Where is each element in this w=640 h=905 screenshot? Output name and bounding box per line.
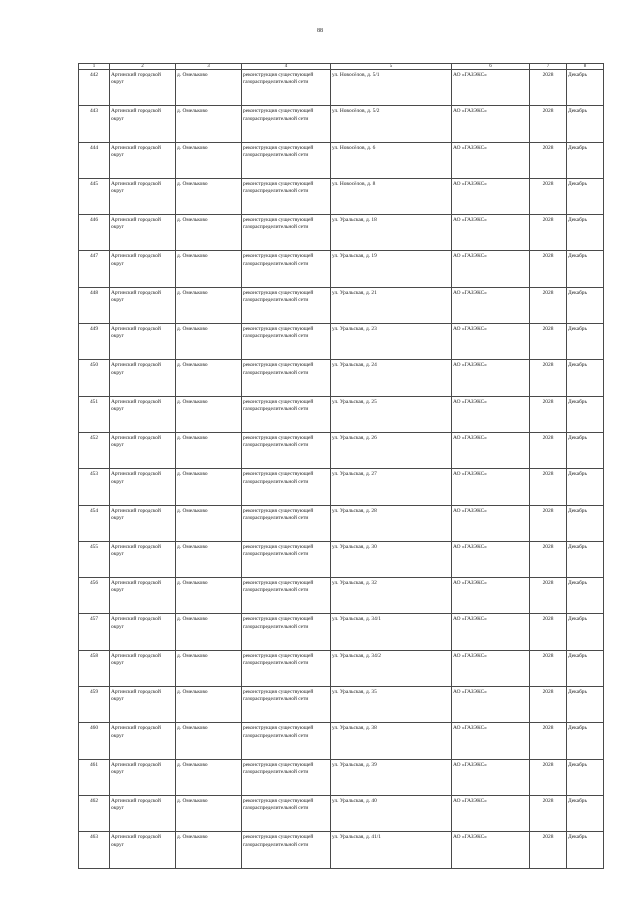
locality-cell: д. Омельково — [176, 687, 242, 723]
table-row — [79, 432, 604, 468]
month-cell: Декабрь — [567, 287, 604, 323]
organization-cell: АО «ГАЗЭКС» — [452, 505, 530, 541]
locality-cell: д. Омельково — [176, 469, 242, 505]
locality-cell: д. Омельково — [176, 650, 242, 686]
locality-cell: д. Омельково — [176, 759, 242, 795]
column-number: 5 — [331, 64, 452, 70]
organization-cell: АО «ГАЗЭКС» — [452, 251, 530, 287]
organization-cell: АО «ГАЗЭКС» — [452, 614, 530, 650]
district-cell: Артинский городской округ — [110, 106, 176, 142]
locality-cell: д. Омельково — [176, 396, 242, 432]
row-number-cell: 462 — [79, 795, 110, 831]
table-row — [79, 469, 604, 505]
address-cell: ул. Новосёлов, д. 8 — [331, 178, 452, 214]
locality-cell: д. Омельково — [176, 432, 242, 468]
locality-cell: д. Омельково — [176, 70, 242, 106]
district-cell: Артинский городской округ — [110, 795, 176, 831]
locality-cell: д. Омельково — [176, 541, 242, 577]
row-number-cell: 443 — [79, 106, 110, 142]
work-type-cell: реконструкция существующей газораспределительной сети — [242, 324, 331, 360]
organization-cell: АО «ГАЗЭКС» — [452, 832, 530, 868]
address-cell: ул. Уральская, д. 34/1 — [331, 614, 452, 650]
work-type-cell: реконструкция существующей газораспределительной сети — [242, 142, 331, 178]
work-type-cell: реконструкция существующей газораспределительной сети — [242, 578, 331, 614]
table-row — [79, 70, 604, 106]
work-type-cell: реконструкция существующей газораспределительной сети — [242, 832, 331, 868]
table-row — [79, 759, 604, 795]
year-cell: 2028 — [530, 759, 567, 795]
row-number-cell: 454 — [79, 505, 110, 541]
year-cell: 2028 — [530, 650, 567, 686]
month-cell: Декабрь — [567, 578, 604, 614]
row-number-cell: 455 — [79, 541, 110, 577]
address-cell: ул. Уральская, д. 38 — [331, 723, 452, 759]
work-type-cell: реконструкция существующей газораспределительной сети — [242, 469, 331, 505]
district-cell: Артинский городской округ — [110, 505, 176, 541]
district-cell: Артинский городской округ — [110, 178, 176, 214]
table-row — [79, 178, 604, 214]
year-cell: 2028 — [530, 142, 567, 178]
page-number: 88 — [317, 28, 323, 34]
organization-cell: АО «ГАЗЭКС» — [452, 106, 530, 142]
locality-cell: д. Омельково — [176, 215, 242, 251]
district-cell: Артинский городской округ — [110, 215, 176, 251]
table-row — [79, 142, 604, 178]
locality-cell: д. Омельково — [176, 251, 242, 287]
row-number-cell: 459 — [79, 687, 110, 723]
year-cell: 2028 — [530, 432, 567, 468]
row-number-cell: 461 — [79, 759, 110, 795]
year-cell: 2028 — [530, 832, 567, 868]
year-cell: 2028 — [530, 614, 567, 650]
work-type-cell: реконструкция существующей газораспределительной сети — [242, 614, 331, 650]
locality-cell: д. Омельково — [176, 324, 242, 360]
organization-cell: АО «ГАЗЭКС» — [452, 469, 530, 505]
address-cell: ул. Уральская, д. 24 — [331, 360, 452, 396]
organization-cell: АО «ГАЗЭКС» — [452, 650, 530, 686]
work-type-cell: реконструкция существующей газораспределительной сети — [242, 650, 331, 686]
address-cell: ул. Уральская, д. 21 — [331, 287, 452, 323]
column-number: 8 — [567, 64, 604, 70]
organization-cell: АО «ГАЗЭКС» — [452, 578, 530, 614]
year-cell: 2028 — [530, 251, 567, 287]
column-number: 7 — [530, 64, 567, 70]
district-cell: Артинский городской округ — [110, 469, 176, 505]
organization-cell: АО «ГАЗЭКС» — [452, 432, 530, 468]
organization-cell: АО «ГАЗЭКС» — [452, 687, 530, 723]
organization-cell: АО «ГАЗЭКС» — [452, 142, 530, 178]
year-cell: 2028 — [530, 578, 567, 614]
table-row — [79, 287, 604, 323]
month-cell: Декабрь — [567, 650, 604, 686]
address-cell: ул. Новосёлов, д. 5/1 — [331, 70, 452, 106]
organization-cell: АО «ГАЗЭКС» — [452, 396, 530, 432]
row-number-cell: 452 — [79, 432, 110, 468]
organization-cell: АО «ГАЗЭКС» — [452, 287, 530, 323]
work-type-cell: реконструкция существующей газораспределительной сети — [242, 723, 331, 759]
organization-cell: АО «ГАЗЭКС» — [452, 70, 530, 106]
row-number-cell: 458 — [79, 650, 110, 686]
row-number-cell: 447 — [79, 251, 110, 287]
table-row — [79, 614, 604, 650]
address-cell: ул. Уральская, д. 26 — [331, 432, 452, 468]
row-number-cell: 450 — [79, 360, 110, 396]
month-cell: Декабрь — [567, 832, 604, 868]
address-cell: ул. Уральская, д. 39 — [331, 759, 452, 795]
month-cell: Декабрь — [567, 505, 604, 541]
work-type-cell: реконструкция существующей газораспределительной сети — [242, 505, 331, 541]
address-cell: ул. Уральская, д. 34/2 — [331, 650, 452, 686]
address-cell: ул. Новосёлов, д. 6 — [331, 142, 452, 178]
row-number-cell: 451 — [79, 396, 110, 432]
month-cell: Декабрь — [567, 251, 604, 287]
month-cell: Декабрь — [567, 432, 604, 468]
district-cell: Артинский городской округ — [110, 142, 176, 178]
table-row — [79, 795, 604, 831]
table-row — [79, 650, 604, 686]
locality-cell: д. Омельково — [176, 142, 242, 178]
address-cell: ул. Уральская, д. 41/1 — [331, 832, 452, 868]
work-type-cell: реконструкция существующей газораспределительной сети — [242, 396, 331, 432]
register-table — [78, 63, 604, 869]
district-cell: Артинский городской округ — [110, 396, 176, 432]
row-number-cell: 449 — [79, 324, 110, 360]
row-number-cell: 446 — [79, 215, 110, 251]
table-row — [79, 578, 604, 614]
month-cell: Декабрь — [567, 723, 604, 759]
district-cell: Артинский городской округ — [110, 650, 176, 686]
table-row — [79, 832, 604, 868]
month-cell: Декабрь — [567, 759, 604, 795]
year-cell: 2028 — [530, 687, 567, 723]
district-cell: Артинский городской округ — [110, 687, 176, 723]
address-cell: ул. Уральская, д. 27 — [331, 469, 452, 505]
address-cell: ул. Уральская, д. 35 — [331, 687, 452, 723]
table-body — [79, 64, 604, 869]
organization-cell: АО «ГАЗЭКС» — [452, 360, 530, 396]
table-row — [79, 723, 604, 759]
work-type-cell: реконструкция существующей газораспределительной сети — [242, 687, 331, 723]
column-number: 2 — [110, 64, 176, 70]
month-cell: Декабрь — [567, 142, 604, 178]
month-cell: Декабрь — [567, 106, 604, 142]
district-cell: Артинский городской округ — [110, 324, 176, 360]
month-cell: Декабрь — [567, 687, 604, 723]
district-cell: Артинский городской округ — [110, 541, 176, 577]
column-number: 4 — [242, 64, 331, 70]
row-number-cell: 444 — [79, 142, 110, 178]
organization-cell: АО «ГАЗЭКС» — [452, 723, 530, 759]
organization-cell: АО «ГАЗЭКС» — [452, 178, 530, 214]
district-cell: Артинский городской округ — [110, 832, 176, 868]
address-cell: ул. Уральская, д. 28 — [331, 505, 452, 541]
column-number: 1 — [79, 64, 110, 70]
row-number-cell: 445 — [79, 178, 110, 214]
work-type-cell: реконструкция существующей газораспределительной сети — [242, 106, 331, 142]
year-cell: 2028 — [530, 505, 567, 541]
table-row — [79, 324, 604, 360]
address-cell: ул. Уральская, д. 18 — [331, 215, 452, 251]
year-cell: 2028 — [530, 360, 567, 396]
locality-cell: д. Омельково — [176, 832, 242, 868]
month-cell: Декабрь — [567, 324, 604, 360]
row-number-cell: 453 — [79, 469, 110, 505]
row-number-cell: 448 — [79, 287, 110, 323]
district-cell: Артинский городской округ — [110, 759, 176, 795]
table-row — [79, 106, 604, 142]
work-type-cell: реконструкция существующей газораспределительной сети — [242, 360, 331, 396]
month-cell: Декабрь — [567, 396, 604, 432]
address-cell: ул. Уральская, д. 32 — [331, 578, 452, 614]
year-cell: 2028 — [530, 795, 567, 831]
work-type-cell: реконструкция существующей газораспределительной сети — [242, 287, 331, 323]
district-cell: Артинский городской округ — [110, 614, 176, 650]
row-number-cell: 442 — [79, 70, 110, 106]
row-number-cell: 463 — [79, 832, 110, 868]
table-row — [79, 541, 604, 577]
year-cell: 2028 — [530, 287, 567, 323]
table-row — [79, 251, 604, 287]
address-cell: ул. Уральская, д. 25 — [331, 396, 452, 432]
organization-cell: АО «ГАЗЭКС» — [452, 795, 530, 831]
work-type-cell: реконструкция существующей газораспределительной сети — [242, 541, 331, 577]
district-cell: Артинский городской округ — [110, 70, 176, 106]
locality-cell: д. Омельково — [176, 106, 242, 142]
address-cell: ул. Уральская, д. 23 — [331, 324, 452, 360]
work-type-cell: реконструкция существующей газораспределительной сети — [242, 759, 331, 795]
month-cell: Декабрь — [567, 215, 604, 251]
table-row — [79, 505, 604, 541]
month-cell: Декабрь — [567, 469, 604, 505]
locality-cell: д. Омельково — [176, 795, 242, 831]
address-cell: ул. Новосёлов, д. 5/2 — [331, 106, 452, 142]
work-type-cell: реконструкция существующей газораспределительной сети — [242, 70, 331, 106]
table-row — [79, 687, 604, 723]
year-cell: 2028 — [530, 396, 567, 432]
organization-cell: АО «ГАЗЭКС» — [452, 215, 530, 251]
month-cell: Декабрь — [567, 178, 604, 214]
year-cell: 2028 — [530, 723, 567, 759]
district-cell: Артинский городской округ — [110, 360, 176, 396]
address-cell: ул. Уральская, д. 40 — [331, 795, 452, 831]
address-cell: ул. Уральская, д. 30 — [331, 541, 452, 577]
work-type-cell: реконструкция существующей газораспределительной сети — [242, 251, 331, 287]
locality-cell: д. Омельково — [176, 505, 242, 541]
month-cell: Декабрь — [567, 360, 604, 396]
year-cell: 2028 — [530, 70, 567, 106]
table-row — [79, 215, 604, 251]
locality-cell: д. Омельково — [176, 287, 242, 323]
work-type-cell: реконструкция существующей газораспределительной сети — [242, 178, 331, 214]
column-number: 3 — [176, 64, 242, 70]
work-type-cell: реконструкция существующей газораспределительной сети — [242, 795, 331, 831]
organization-cell: АО «ГАЗЭКС» — [452, 324, 530, 360]
month-cell: Декабрь — [567, 614, 604, 650]
district-cell: Артинский городской округ — [110, 578, 176, 614]
district-cell: Артинский городской округ — [110, 432, 176, 468]
table-row — [79, 396, 604, 432]
year-cell: 2028 — [530, 541, 567, 577]
locality-cell: д. Омельково — [176, 578, 242, 614]
district-cell: Артинский городской округ — [110, 723, 176, 759]
district-cell: Артинский городской округ — [110, 251, 176, 287]
year-cell: 2028 — [530, 215, 567, 251]
year-cell: 2028 — [530, 106, 567, 142]
row-number-cell: 457 — [79, 614, 110, 650]
work-type-cell: реконструкция существующей газораспределительной сети — [242, 215, 331, 251]
work-type-cell: реконструкция существующей газораспределительной сети — [242, 432, 331, 468]
address-cell: ул. Уральская, д. 19 — [331, 251, 452, 287]
year-cell: 2028 — [530, 178, 567, 214]
month-cell: Декабрь — [567, 541, 604, 577]
row-number-cell: 456 — [79, 578, 110, 614]
year-cell: 2028 — [530, 469, 567, 505]
month-cell: Декабрь — [567, 70, 604, 106]
organization-cell: АО «ГАЗЭКС» — [452, 541, 530, 577]
locality-cell: д. Омельково — [176, 614, 242, 650]
column-number: 6 — [452, 64, 530, 70]
row-number-cell: 460 — [79, 723, 110, 759]
year-cell: 2028 — [530, 324, 567, 360]
district-cell: Артинский городской округ — [110, 287, 176, 323]
locality-cell: д. Омельково — [176, 360, 242, 396]
month-cell: Декабрь — [567, 795, 604, 831]
organization-cell: АО «ГАЗЭКС» — [452, 759, 530, 795]
locality-cell: д. Омельково — [176, 178, 242, 214]
table-row — [79, 360, 604, 396]
locality-cell: д. Омельково — [176, 723, 242, 759]
